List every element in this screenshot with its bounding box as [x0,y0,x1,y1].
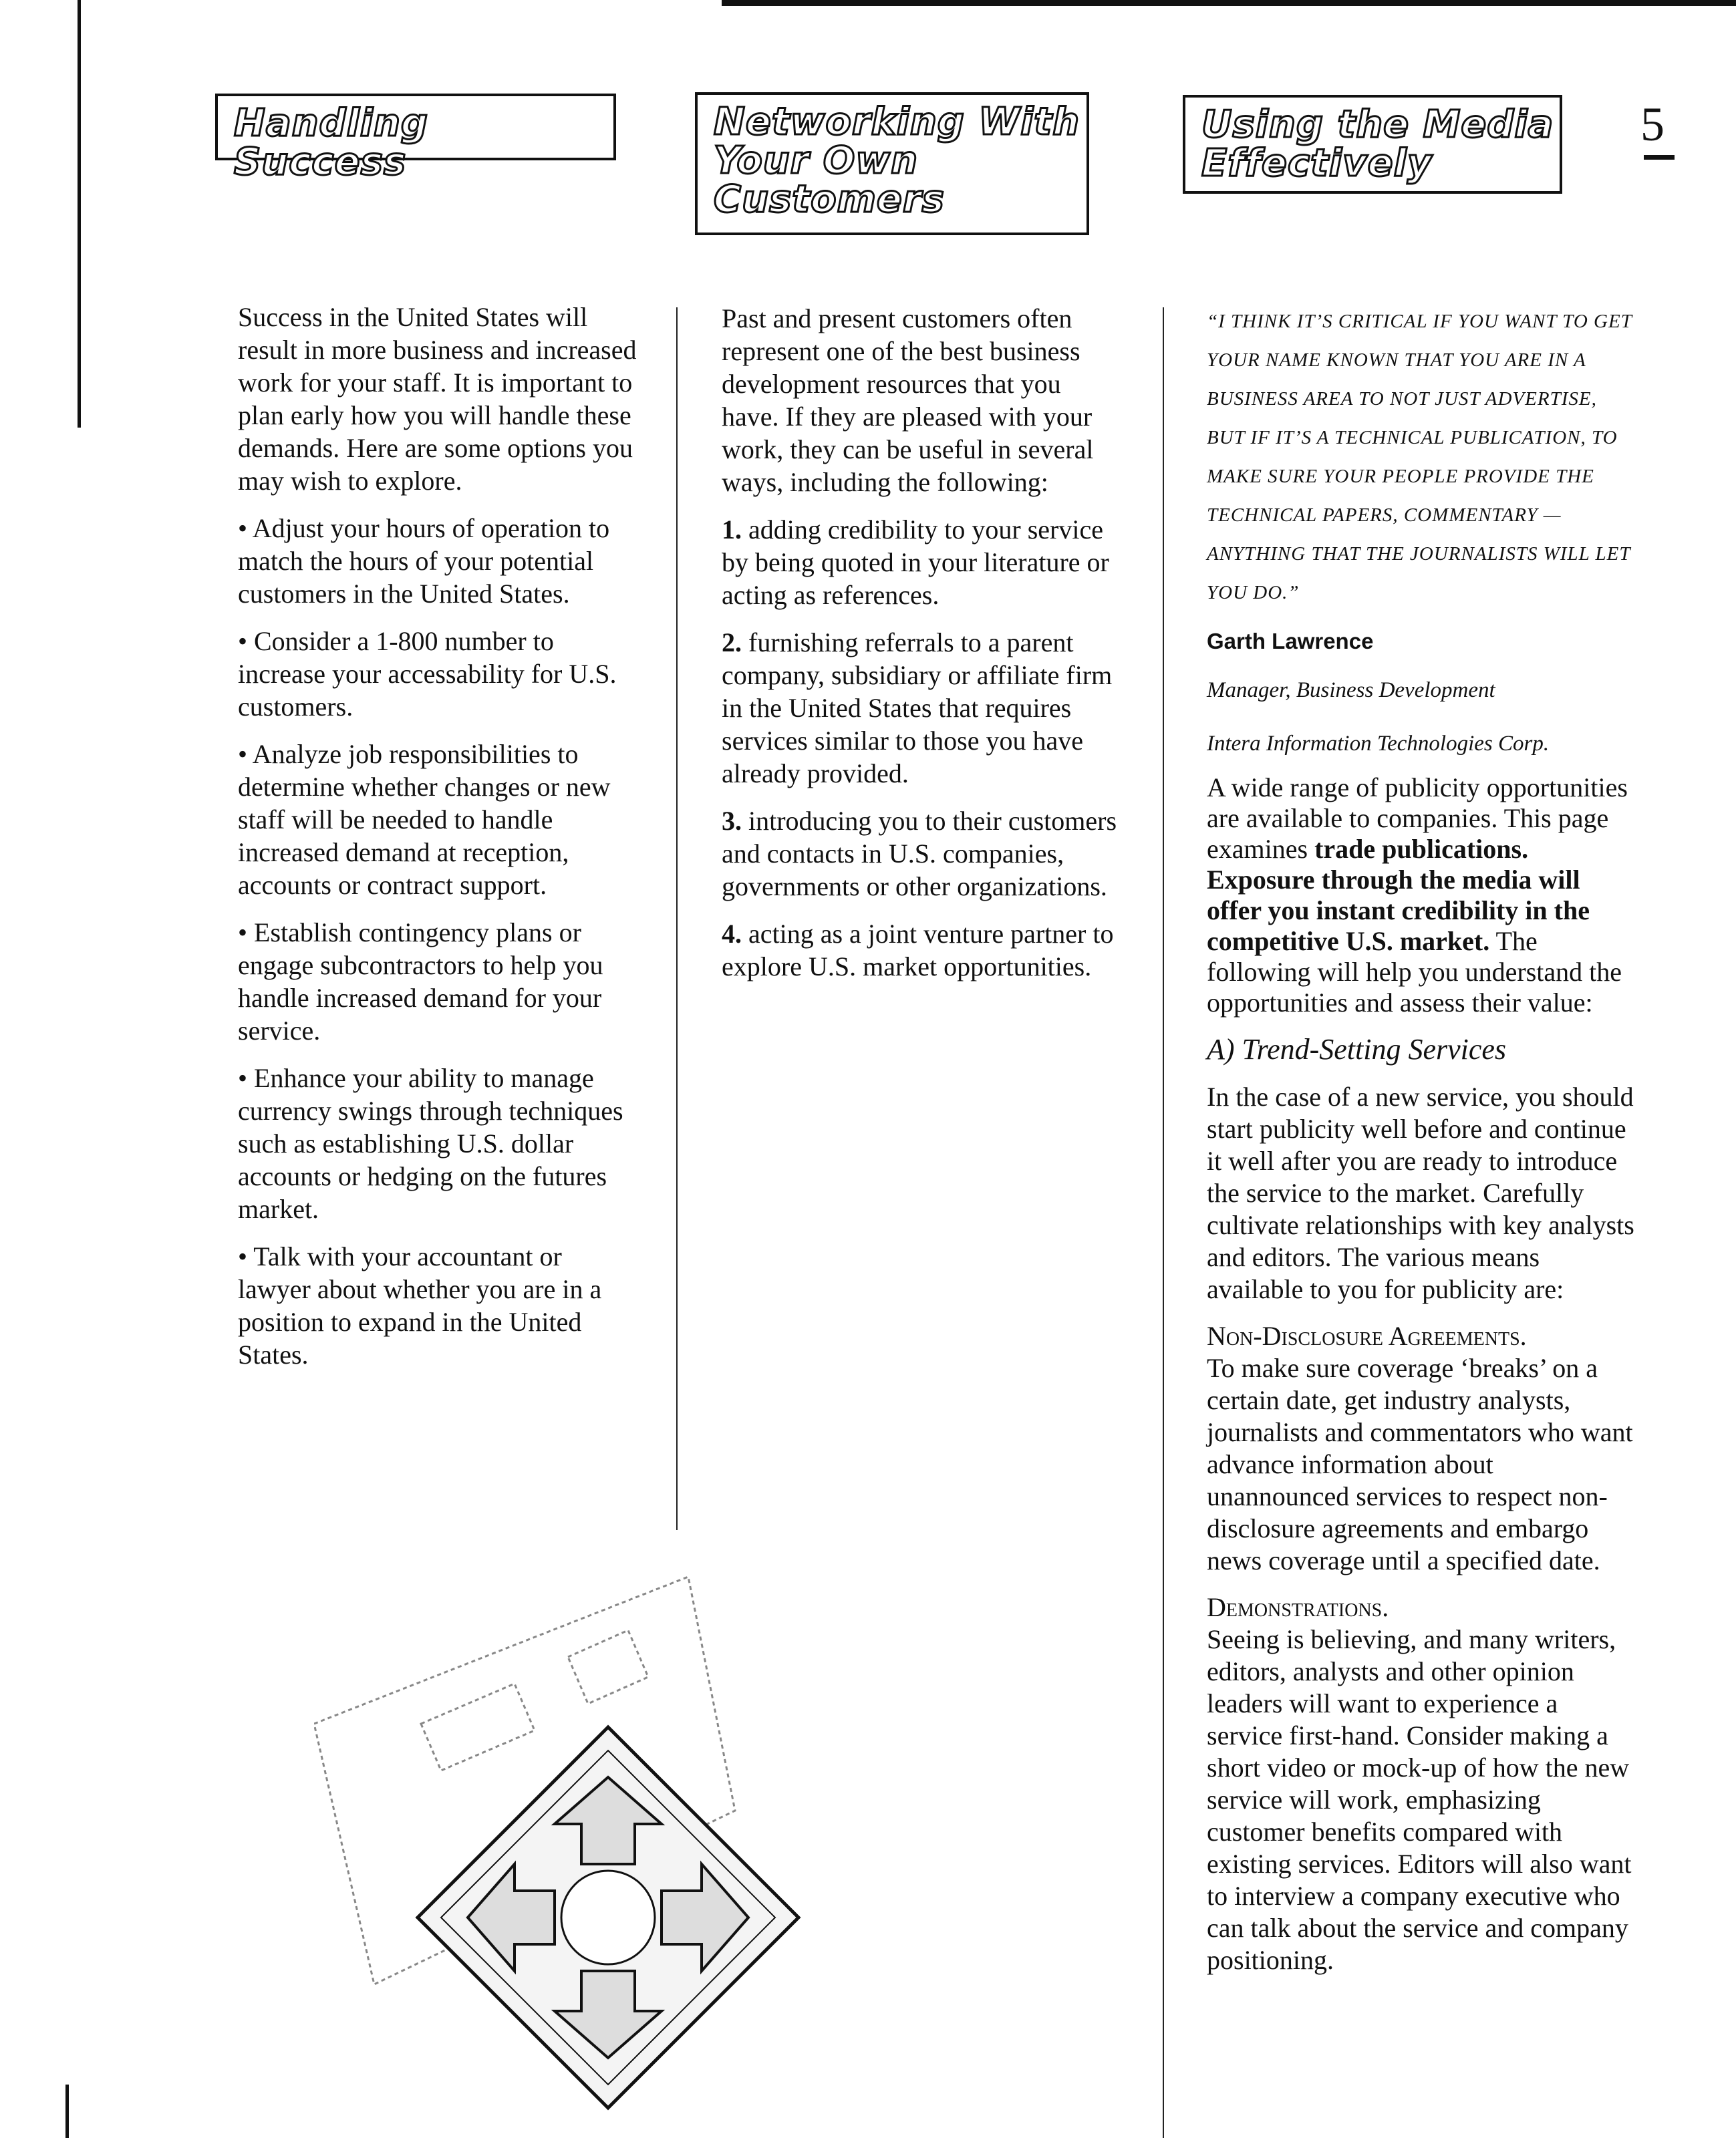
intro-text-end: The following will help you understand the opportunities and assess their value: [1207,926,1622,1018]
col1-bullet: • Analyze job responsibilities to determine whether changes or new staff will be needed to handle increased demand at reception, accounts or contract support. [238,739,611,900]
circular-arrows-illustration [314,1557,956,2138]
item-text: introducing you to their customers and contacts in U.S. companies, governments or other organizations. [722,806,1117,901]
col1-bullet: • Adjust your hours of operation to match the hours of your potential customers in the United States. [238,513,610,609]
media-intro [1207,772,1634,1018]
col2-item [722,917,1123,983]
column-divider-1 [676,307,678,1530]
column-networking [722,302,1123,998]
column-handling-success [238,301,639,1386]
top-rule [722,0,1736,6]
intro-text: A wide range of publicity opportunities are available to companies. This page examines [1207,772,1628,864]
item-text: furnishing referrals to a parent company, subsidiary or affiliate firm in the United States that requires services similar to those you have already provided. [722,627,1113,788]
col1-bullet: • Talk with your accountant or lawyer about whether you are in a position to expand in the United States. [238,1241,602,1370]
subheading-trend-setting: A) Trend-Setting Services [1207,1033,1507,1066]
pull-quote: “I THINK IT’S CRITICAL IF YOU WANT TO GET YOUR NAME KNOWN THAT YOU ARE IN A BUSINESS AREA TO NOT JUST ADVERTISE, BUT IF IT’S A TECHNICAL PUBLICATION, TO MAKE SURE YOUR PEOPLE PROVIDE THE TECHNICAL PAPERS, COMMENTARY — ANYTHING THAT THE JOURNALISTS WILL LET YOU DO.” [1207,311,1632,603]
intro-bold: trade publications. Exposure through the media will offer you instant credibility in the competitive U.S. market. [1207,834,1590,956]
demonstrations-text: Seeing is believing, and many writers, editors, analysts and other opinion leaders will want to experience a service first-hand. Consider making a short video or mock-up of how the new service will work, emphasizing customer benefits compared with existing services. Editors will also want to interview a company executive who can talk about the service and company positioning. [1207,1624,1632,1975]
col1-bullet: • Enhance your ability to manage currency swings through techniques such as establishing U.S. dollar accounts or hedging on the futures market. [238,1063,623,1224]
col2-item [722,626,1123,790]
page-number-underline [1644,155,1675,160]
left-margin-rule [78,0,81,428]
heading-using-media [1183,95,1562,194]
demonstrations-title: Demonstrations. [1207,1592,1389,1622]
col2-item [722,804,1123,903]
column-divider-2 [1163,307,1164,2138]
col1-bullet: • Establish contingency plans or engage subcontractors to help you handle increased demand for your service. [238,917,603,1046]
trend-setting-text: In the case of a new service, you should start publicity well before and continue it well after you are ready to introduce the service to the market. Carefully cultivate relationships with key analysts and editors. The various means available to you for publicity are: [1207,1082,1634,1304]
left-margin-rule-bottom [65,2085,69,2138]
heading-text: Handling Success [234,102,428,184]
heading-networking-customers [695,92,1089,235]
heading-handling-success [215,94,616,184]
item-number: 2. [722,627,742,657]
col2-item [722,513,1123,611]
quote-author-company: Intera Information Technologies Corp. [1207,732,1550,756]
nda-title: Non-Disclosure Agreements. [1207,1321,1527,1351]
quote-author-title: Manager, Business Development [1207,678,1495,702]
heading-text: Using the Media Effectively [1201,103,1554,185]
item-number: 4. [722,919,742,949]
col1-intro: Success in the United States will result in more business and increased work for your staff. It is important to plan early how you will handle these demands. Here are some options you may wish to explore. [238,302,637,496]
column-media [1207,302,1634,1991]
heading-text: Networking With Your Own Customers [714,100,1080,221]
col2-intro: Past and present customers often represent one of the best business development resources that you have. If they are pleased with your work, they can be useful in several ways, including the following: [722,303,1094,497]
item-number: 3. [722,806,742,836]
item-text: adding credibility to your service by being quoted in your literature or acting as references. [722,514,1109,610]
item-text: acting as a joint venture partner to explore U.S. market opportunities. [722,919,1114,981]
page-number: 5 [1640,98,1665,151]
item-number: 1. [722,514,742,545]
quote-author: Garth Lawrence [1207,629,1374,653]
nda-text: To make sure coverage ‘breaks’ on a certain date, get industry analysts, journalists and commentators who want advance information about unannounced services to respect non-disclosure agreements and embargo news coverage until a specified date. [1207,1353,1633,1575]
col1-bullet: • Consider a 1-800 number to increase your accessability for U.S. customers. [238,626,617,722]
